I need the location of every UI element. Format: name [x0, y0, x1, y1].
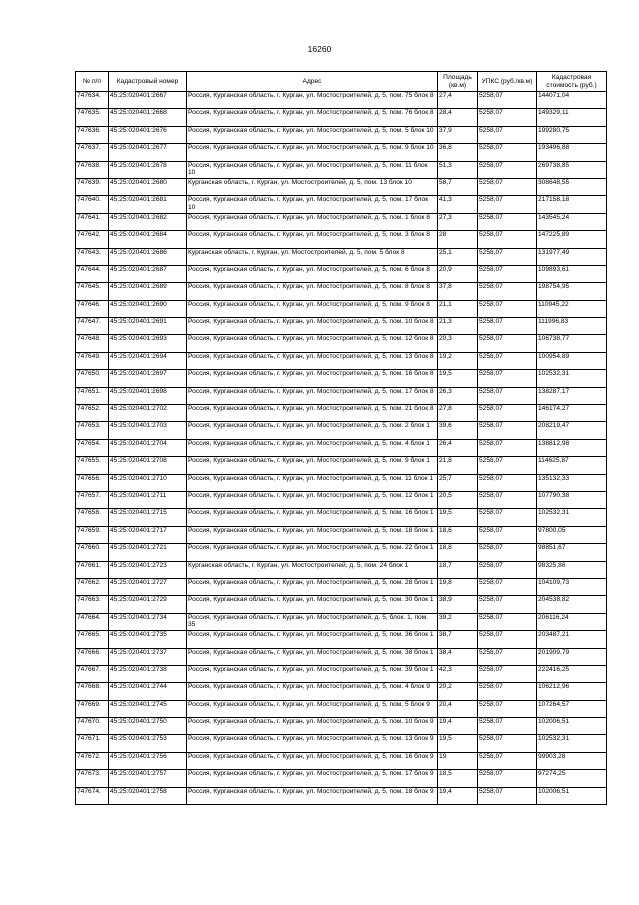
cadastral-cost-cell: 109893,61: [537, 265, 607, 282]
address-cell: Россия, Курганская область, г. Курган, ул. Мостостроителей, д. 5, пом. 13 блок 8: [187, 352, 438, 369]
row-number-cell: 747662.: [76, 578, 109, 595]
table-row: [76, 318, 607, 335]
cadastral-number-cell: 45:25:020401:2735: [109, 631, 187, 648]
area-cell: 25,7: [438, 474, 478, 491]
cadastral-number-cell: 45:25:020401:2668: [109, 109, 187, 126]
cadastral-number-cell: 45:25:020401:2682: [109, 213, 187, 230]
row-number-cell: 747634.: [76, 92, 109, 109]
table-row: [76, 283, 607, 300]
cadastral-cost-cell: 98851,67: [537, 544, 607, 561]
address-cell: Россия, Курганская область, г. Курган, ул. Мостостроителей, д. 5, пом. 16 блок 1: [187, 509, 438, 526]
cadastral-cost-cell: 135132,33: [537, 474, 607, 491]
cadastral-cost-cell: 193496,88: [537, 144, 607, 161]
upks-cell: 5258,07: [478, 474, 537, 491]
upks-cell: 5258,07: [478, 248, 537, 265]
address-cell: Россия, Курганская область, г. Курган, ул. Мостостроителей, д. 5, пом. 36 блок 1: [187, 631, 438, 648]
row-number-cell: 747647.: [76, 318, 109, 335]
cadastral-cost-cell: 206116,24: [537, 613, 607, 630]
cadastral-cost-cell: 97800,05: [537, 526, 607, 543]
upks-cell: 5258,07: [478, 718, 537, 735]
table-row: [76, 474, 607, 491]
row-number-cell: 747642.: [76, 231, 109, 248]
address-cell: Курганская область, г. Курган, ул. Мостостроителей, д. 5, пом. 24 блок 1: [187, 561, 438, 578]
cadastral-number-cell: 45:25:020401:2753: [109, 735, 187, 752]
upks-cell: 5258,07: [478, 596, 537, 613]
upks-cell: 5258,07: [478, 283, 537, 300]
table-row: [76, 92, 607, 109]
table-row: [76, 144, 607, 161]
address-cell: Россия, Курганская область, г. Курган, ул. Мостостроителей, д. 5, пом. 9 блок 8: [187, 300, 438, 317]
cadastral-cost-cell: 107790,38: [537, 491, 607, 508]
cadastral-cost-cell: 143545,24: [537, 213, 607, 230]
cadastral-number-cell: 45:25:020401:2698: [109, 387, 187, 404]
address-cell: Россия, Курганская область, г. Курган, ул. Мостостроителей, д. 5, пом. 30 блок 1: [187, 596, 438, 613]
cadastral-cost-cell: 147225,89: [537, 231, 607, 248]
table-row: [76, 196, 607, 213]
address-cell: Россия, Курганская область, г. Курган, ул. Мостостроителей, д. 5, пом. 10 блок 8: [187, 318, 438, 335]
area-cell: 20,4: [438, 700, 478, 717]
area-cell: 27,4: [438, 92, 478, 109]
cadastral-cost-cell: 149329,11: [537, 109, 607, 126]
cadastral-number-cell: 45:25:020401:2758: [109, 787, 187, 804]
row-number-cell: 747669.: [76, 700, 109, 717]
cadastral-number-cell: 45:25:020401:2680: [109, 178, 187, 195]
area-cell: 20,3: [438, 335, 478, 352]
cadastral-number-cell: 45:25:020401:2757: [109, 770, 187, 787]
cadastral-cost-cell: 201909,79: [537, 648, 607, 665]
row-number-cell: 747641.: [76, 213, 109, 230]
cadastral-cost-cell: 100954,89: [537, 352, 607, 369]
table-row: [76, 700, 607, 717]
cadastral-cost-cell: 111996,83: [537, 318, 607, 335]
table-row: [76, 631, 607, 648]
area-cell: 18,6: [438, 526, 478, 543]
upks-cell: 5258,07: [478, 422, 537, 439]
address-cell: Россия, Курганская область, г. Курган, ул. Мостостроителей, д. 5, пом. 18 блок 9: [187, 787, 438, 804]
upks-cell: 5258,07: [478, 265, 537, 282]
upks-cell: 5258,07: [478, 335, 537, 352]
row-number-cell: 747648.: [76, 335, 109, 352]
cadastral-number-cell: 45:25:020401:2721: [109, 544, 187, 561]
row-number-cell: 747640.: [76, 196, 109, 213]
row-number-cell: 747644.: [76, 265, 109, 282]
row-number-cell: 747665.: [76, 631, 109, 648]
row-number-cell: 747660.: [76, 544, 109, 561]
address-cell: Россия, Курганская область, г. Курган, ул. Мостостроителей, д. 5, пом. 39 блок 1: [187, 665, 438, 682]
cadastral-number-cell: 45:25:020401:2708: [109, 457, 187, 474]
header-num: № п/п: [76, 72, 109, 92]
header-cadastral-number: Кадастровый номер: [109, 72, 187, 92]
cadastral-number-cell: 45:25:020401:2715: [109, 509, 187, 526]
table-row: [76, 213, 607, 230]
area-cell: 19,2: [438, 352, 478, 369]
address-cell: Россия, Курганская область, г. Курган, ул. Мостостроителей, д. 5, пом. 5 блок 10: [187, 126, 438, 143]
cadastral-cost-cell: 131977,49: [537, 248, 607, 265]
area-cell: 19: [438, 752, 478, 769]
area-cell: 18,7: [438, 561, 478, 578]
address-cell: Россия, Курганская область, г. Курган, ул. Мостостроителей, д. 5, блок. 1, пом. 35: [187, 613, 438, 630]
area-cell: 38,4: [438, 648, 478, 665]
address-cell: Россия, Курганская область, г. Курган, ул. Мостостроителей, д. 5, пом. 3 блок 8: [187, 231, 438, 248]
upks-cell: 5258,07: [478, 613, 537, 630]
table-row: [76, 265, 607, 282]
cadastral-cost-cell: 102006,51: [537, 787, 607, 804]
row-number-cell: 747636.: [76, 126, 109, 143]
row-number-cell: 747649.: [76, 352, 109, 369]
row-number-cell: 747645.: [76, 283, 109, 300]
upks-cell: 5258,07: [478, 544, 537, 561]
cadastral-cost-cell: 106212,96: [537, 683, 607, 700]
cadastral-number-cell: 45:25:020401:2727: [109, 578, 187, 595]
address-cell: Россия, Курганская область, г. Курган, ул. Мостостроителей, д. 5, пом. 75 блок 8: [187, 92, 438, 109]
address-cell: Россия, Курганская область, г. Курган, ул. Мостостроителей, д. 5, пом. 17 блок 9: [187, 770, 438, 787]
cadastral-number-cell: 45:25:020401:2750: [109, 718, 187, 735]
upks-cell: 5258,07: [478, 178, 537, 195]
table-header-row: [76, 72, 607, 92]
area-cell: 19,4: [438, 787, 478, 804]
row-number-cell: 747655.: [76, 457, 109, 474]
cadastral-number-cell: 45:25:020401:2697: [109, 370, 187, 387]
row-number-cell: 747635.: [76, 109, 109, 126]
cadastral-cost-cell: 102532,31: [537, 370, 607, 387]
upks-cell: 5258,07: [478, 196, 537, 213]
upks-cell: 5258,07: [478, 405, 537, 422]
cadastral-cost-cell: 204538,82: [537, 596, 607, 613]
area-cell: 18,8: [438, 544, 478, 561]
row-number-cell: 747672.: [76, 752, 109, 769]
cadastral-number-cell: 45:25:020401:2684: [109, 231, 187, 248]
area-cell: 20,5: [438, 491, 478, 508]
table-row: [76, 613, 607, 630]
address-cell: Россия, Курганская область, г. Курган, ул. Мостостроителей, д. 5, пом. 38 блок 1: [187, 648, 438, 665]
header-cadastral-cost: Кадастровая стоимость (руб.): [537, 72, 607, 92]
table-row: [76, 161, 607, 178]
upks-cell: 5258,07: [478, 700, 537, 717]
row-number-cell: 747637.: [76, 144, 109, 161]
address-cell: Россия, Курганская область, г. Курган, ул. Мостостроителей, д. 5, пом. 22 блок 1: [187, 544, 438, 561]
cadastral-number-cell: 45:25:020401:2704: [109, 439, 187, 456]
upks-cell: 5258,07: [478, 735, 537, 752]
area-cell: 28,4: [438, 109, 478, 126]
table-row: [76, 561, 607, 578]
table-row: [76, 335, 607, 352]
row-number-cell: 747663.: [76, 596, 109, 613]
area-cell: 25,1: [438, 248, 478, 265]
upks-cell: 5258,07: [478, 439, 537, 456]
cadastral-number-cell: 45:25:020401:2693: [109, 335, 187, 352]
cadastral-cost-cell: 97274,25: [537, 770, 607, 787]
table-row: [76, 718, 607, 735]
cadastral-number-cell: 45:25:020401:2689: [109, 283, 187, 300]
area-cell: 38,7: [438, 631, 478, 648]
area-cell: 51,3: [438, 161, 478, 178]
row-number-cell: 747651.: [76, 387, 109, 404]
area-cell: 19,4: [438, 718, 478, 735]
cadastral-cost-cell: 208219,47: [537, 422, 607, 439]
table-row: [76, 126, 607, 143]
area-cell: 42,3: [438, 665, 478, 682]
cadastral-cost-cell: 102006,51: [537, 718, 607, 735]
upks-cell: 5258,07: [478, 787, 537, 804]
area-cell: 26,3: [438, 387, 478, 404]
cadastral-number-cell: 45:25:020401:2691: [109, 318, 187, 335]
address-cell: Россия, Курганская область, г. Курган, ул. Мостостроителей, д. 5, пом. 21 блок 8: [187, 405, 438, 422]
upks-cell: 5258,07: [478, 526, 537, 543]
row-number-cell: 747638.: [76, 161, 109, 178]
upks-cell: 5258,07: [478, 213, 537, 230]
area-cell: 38,9: [438, 596, 478, 613]
address-cell: Россия, Курганская область, г. Курган, ул. Мостостроителей, д. 5, пом. 13 блок 9: [187, 735, 438, 752]
area-cell: 39,2: [438, 613, 478, 630]
cadastral-value-table: [75, 71, 607, 805]
row-number-cell: 747650.: [76, 370, 109, 387]
area-cell: 20,9: [438, 265, 478, 282]
address-cell: Россия, Курганская область, г. Курган, ул. Мостостроителей, д. 5, пом. 9 блок 1: [187, 457, 438, 474]
area-cell: 19,5: [438, 735, 478, 752]
address-cell: Россия, Курганская область, г. Курган, ул. Мостостроителей, д. 5, пом. 2 блок 1: [187, 422, 438, 439]
cadastral-number-cell: 45:25:020401:2694: [109, 352, 187, 369]
cadastral-number-cell: 45:25:020401:2737: [109, 648, 187, 665]
cadastral-number-cell: 45:25:020401:2681: [109, 196, 187, 213]
cadastral-cost-cell: 269738,85: [537, 161, 607, 178]
header-upks: УПКС (руб./кв.м): [478, 72, 537, 92]
row-number-cell: 747653.: [76, 422, 109, 439]
table-row: [76, 300, 607, 317]
cadastral-cost-cell: 198754,95: [537, 283, 607, 300]
cadastral-cost-cell: 102532,31: [537, 735, 607, 752]
table-row: [76, 544, 607, 561]
cadastral-cost-cell: 99903,28: [537, 752, 607, 769]
upks-cell: 5258,07: [478, 126, 537, 143]
table-row: [76, 178, 607, 195]
row-number-cell: 747643.: [76, 248, 109, 265]
row-number-cell: 747661.: [76, 561, 109, 578]
address-cell: Курганская область, г. Курган, ул. Мостостроителей, д. 5, пом. 13 блок 10: [187, 178, 438, 195]
cadastral-number-cell: 45:25:020401:2745: [109, 700, 187, 717]
upks-cell: 5258,07: [478, 648, 537, 665]
cadastral-cost-cell: 144071,04: [537, 92, 607, 109]
row-number-cell: 747668.: [76, 683, 109, 700]
cadastral-number-cell: 45:25:020401:2703: [109, 422, 187, 439]
cadastral-cost-cell: 98325,86: [537, 561, 607, 578]
address-cell: Россия, Курганская область, г. Курган, ул. Мостостроителей, д. 5, пом. 8 блок 8: [187, 283, 438, 300]
area-cell: 21,3: [438, 318, 478, 335]
area-cell: 39,6: [438, 422, 478, 439]
table-row: [76, 683, 607, 700]
cadastral-cost-cell: 199280,75: [537, 126, 607, 143]
table-row: [76, 665, 607, 682]
table-row: [76, 422, 607, 439]
upks-cell: 5258,07: [478, 387, 537, 404]
cadastral-number-cell: 45:25:020401:2667: [109, 92, 187, 109]
cadastral-cost-cell: 138287,17: [537, 387, 607, 404]
cadastral-number-cell: 45:25:020401:2729: [109, 596, 187, 613]
cadastral-number-cell: 45:25:020401:2702: [109, 405, 187, 422]
cadastral-number-cell: 45:25:020401:2744: [109, 683, 187, 700]
area-cell: 27,3: [438, 213, 478, 230]
row-number-cell: 747674.: [76, 787, 109, 804]
area-cell: 27,8: [438, 405, 478, 422]
row-number-cell: 747646.: [76, 300, 109, 317]
upks-cell: 5258,07: [478, 300, 537, 317]
address-cell: Россия, Курганская область, г. Курган, ул. Мостостроителей, д. 5, пом. 28 блок 1: [187, 578, 438, 595]
address-cell: Россия, Курганская область, г. Курган, ул. Мостостроителей, д. 5, пом. 17 блок 10: [187, 196, 438, 213]
cadastral-number-cell: 45:25:020401:2710: [109, 474, 187, 491]
table-row: [76, 439, 607, 456]
row-number-cell: 747666.: [76, 648, 109, 665]
address-cell: Курганская область, г. Курган, ул. Мостостроителей, д. 5, пом. 5 блок 8: [187, 248, 438, 265]
cadastral-cost-cell: 138812,98: [537, 439, 607, 456]
upks-cell: 5258,07: [478, 457, 537, 474]
area-cell: 19,8: [438, 578, 478, 595]
address-cell: Россия, Курганская область, г. Курган, ул. Мостостроителей, д. 5, пом. 12 блок 1: [187, 491, 438, 508]
row-number-cell: 747671.: [76, 735, 109, 752]
row-number-cell: 747658.: [76, 509, 109, 526]
upks-cell: 5258,07: [478, 370, 537, 387]
row-number-cell: 747667.: [76, 665, 109, 682]
cadastral-cost-cell: 217158,18: [537, 196, 607, 213]
address-cell: Россия, Курганская область, г. Курган, ул. Мостостроителей, д. 5, пом. 9 блок 10: [187, 144, 438, 161]
table-row: [76, 648, 607, 665]
cadastral-number-cell: 45:25:020401:2734: [109, 613, 187, 630]
cadastral-number-cell: 45:25:020401:2677: [109, 144, 187, 161]
upks-cell: 5258,07: [478, 352, 537, 369]
upks-cell: 5258,07: [478, 161, 537, 178]
table-row: [76, 231, 607, 248]
table-row: [76, 352, 607, 369]
area-cell: 58,7: [438, 178, 478, 195]
upks-cell: 5258,07: [478, 318, 537, 335]
cadastral-cost-cell: 114625,87: [537, 457, 607, 474]
cadastral-cost-cell: 203487,21: [537, 631, 607, 648]
address-cell: Россия, Курганская область, г. Курган, ул. Мостостроителей, д. 5, пом. 17 блок 8: [187, 387, 438, 404]
cadastral-number-cell: 45:25:020401:2678: [109, 161, 187, 178]
upks-cell: 5258,07: [478, 665, 537, 682]
address-cell: Россия, Курганская область, г. Курган, ул. Мостостроителей, д. 5, пом. 16 блок 8: [187, 370, 438, 387]
area-cell: 19,5: [438, 370, 478, 387]
upks-cell: 5258,07: [478, 144, 537, 161]
table-row: [76, 248, 607, 265]
address-cell: Россия, Курганская область, г. Курган, ул. Мостостроителей, д. 5, пом. 76 блок 8: [187, 109, 438, 126]
table-row: [76, 735, 607, 752]
header-area: Площадь (кв.м): [438, 72, 478, 92]
area-cell: 41,3: [438, 196, 478, 213]
address-cell: Россия, Курганская область, г. Курган, ул. Мостостроителей, д. 5, пом. 11 блок 10: [187, 161, 438, 178]
cadastral-cost-cell: 110945,22: [537, 300, 607, 317]
address-cell: Россия, Курганская область, г. Курган, ул. Мостостроителей, д. 5, пом. 16 блок 9: [187, 752, 438, 769]
area-cell: 36,8: [438, 144, 478, 161]
cadastral-number-cell: 45:25:020401:2686: [109, 248, 187, 265]
table-row: [76, 405, 607, 422]
row-number-cell: 747659.: [76, 526, 109, 543]
cadastral-cost-cell: 308648,55: [537, 178, 607, 195]
table-row: [76, 770, 607, 787]
address-cell: Россия, Курганская область, г. Курган, ул. Мостостроителей, д. 5, пом. 12 блок 8: [187, 335, 438, 352]
row-number-cell: 747652.: [76, 405, 109, 422]
row-number-cell: 747670.: [76, 718, 109, 735]
upks-cell: 5258,07: [478, 683, 537, 700]
area-cell: 28: [438, 231, 478, 248]
address-cell: Россия, Курганская область, г. Курган, ул. Мостостроителей, д. 5, пом. 10 блок 9: [187, 718, 438, 735]
page-number: 16260: [307, 44, 332, 54]
address-cell: Россия, Курганская область, г. Курган, ул. Мостостроителей, д. 5, пом. 18 блок 1: [187, 526, 438, 543]
upks-cell: 5258,07: [478, 92, 537, 109]
area-cell: 21,1: [438, 300, 478, 317]
cadastral-cost-cell: 222416,25: [537, 665, 607, 682]
cadastral-cost-cell: 146174,27: [537, 405, 607, 422]
row-number-cell: 747657.: [76, 491, 109, 508]
row-number-cell: 747673.: [76, 770, 109, 787]
table-row: [76, 787, 607, 804]
cadastral-cost-cell: 106738,77: [537, 335, 607, 352]
table-row: [76, 596, 607, 613]
area-cell: 37,8: [438, 283, 478, 300]
cadastral-cost-cell: 107264,57: [537, 700, 607, 717]
cadastral-number-cell: 45:25:020401:2687: [109, 265, 187, 282]
table-row: [76, 109, 607, 126]
address-cell: Россия, Курганская область, г. Курган, ул. Мостостроителей, д. 5, пом. 1 блок 8: [187, 213, 438, 230]
area-cell: 20,2: [438, 683, 478, 700]
address-cell: Россия, Курганская область, г. Курган, ул. Мостостроителей, д. 5, пом. 4 блок 1: [187, 439, 438, 456]
upks-cell: 5258,07: [478, 770, 537, 787]
upks-cell: 5258,07: [478, 631, 537, 648]
upks-cell: 5258,07: [478, 752, 537, 769]
address-cell: Россия, Курганская область, г. Курган, ул. Мостостроителей, д. 5, пом. 4 блок 9: [187, 683, 438, 700]
table-row: [76, 752, 607, 769]
row-number-cell: 747654.: [76, 439, 109, 456]
table-row: [76, 526, 607, 543]
area-cell: 26,4: [438, 439, 478, 456]
upks-cell: 5258,07: [478, 109, 537, 126]
row-number-cell: 747639.: [76, 178, 109, 195]
table-row: [76, 457, 607, 474]
row-number-cell: 747664.: [76, 613, 109, 630]
header-address: Адрес: [187, 72, 438, 92]
cadastral-number-cell: 45:25:020401:2723: [109, 561, 187, 578]
upks-cell: 5258,07: [478, 561, 537, 578]
address-cell: Россия, Курганская область, г. Курган, ул. Мостостроителей, д. 5, пом. 6 блок 8: [187, 265, 438, 282]
area-cell: 19,5: [438, 509, 478, 526]
table-row: [76, 491, 607, 508]
table-row: [76, 578, 607, 595]
area-cell: 18,5: [438, 770, 478, 787]
table-row: [76, 387, 607, 404]
area-cell: 37,9: [438, 126, 478, 143]
upks-cell: 5258,07: [478, 578, 537, 595]
cadastral-number-cell: 45:25:020401:2711: [109, 491, 187, 508]
address-cell: Россия, Курганская область, г. Курган, ул. Мостостроителей, д. 5, пом. 11 блок 1: [187, 474, 438, 491]
cadastral-cost-cell: 104109,73: [537, 578, 607, 595]
table-row: [76, 509, 607, 526]
area-cell: 21,8: [438, 457, 478, 474]
address-cell: Россия, Курганская область, г. Курган, ул. Мостостроителей, д. 5, пом. 5 блок 9: [187, 700, 438, 717]
cadastral-number-cell: 45:25:020401:2717: [109, 526, 187, 543]
cadastral-cost-cell: 102532,31: [537, 509, 607, 526]
cadastral-number-cell: 45:25:020401:2676: [109, 126, 187, 143]
upks-cell: 5258,07: [478, 231, 537, 248]
upks-cell: 5258,07: [478, 509, 537, 526]
upks-cell: 5258,07: [478, 491, 537, 508]
table-row: [76, 370, 607, 387]
cadastral-number-cell: 45:25:020401:2690: [109, 300, 187, 317]
cadastral-number-cell: 45:25:020401:2738: [109, 665, 187, 682]
row-number-cell: 747656.: [76, 474, 109, 491]
cadastral-number-cell: 45:25:020401:2756: [109, 752, 187, 769]
